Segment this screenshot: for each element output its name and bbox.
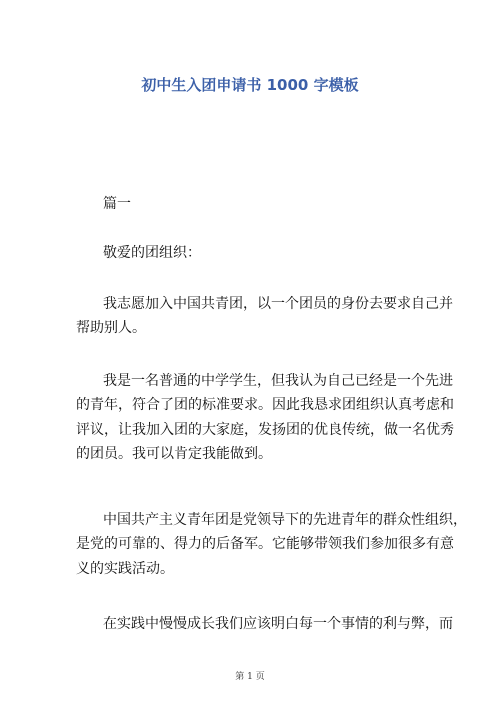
paragraph-line: 在实践中慢慢成长我们应该明白每一个事情的利与弊，而	[103, 616, 453, 632]
paragraph-4	[103, 612, 453, 636]
paragraph-line: 我志愿加入中国共青团，以一个团员的身份去要求自己并	[103, 296, 453, 312]
paragraph-line: 义的实践活动。	[76, 560, 174, 577]
paragraph-1	[76, 292, 453, 341]
paragraph-line: 我是一名普通的中学学生，但我认为自己已经是一个先进	[103, 373, 453, 389]
page-number: 第 1 页	[235, 672, 265, 682]
paragraph-2	[76, 369, 454, 467]
section-heading: 篇一	[103, 196, 131, 212]
paragraph-line: 评议，让我加入团的大家庭，发扬团的优良传统，做一名优秀	[76, 421, 454, 438]
salutation: 敬爱的团组织：	[103, 245, 201, 261]
paragraph-line: 的团员。我可以肯定我能做到。	[76, 446, 272, 463]
document-title: 初中生入团申请书 1000 字模板	[141, 76, 359, 94]
paragraph-line: 中国共产主义青年团是党领导下的先进青年的群众性组织，	[103, 512, 467, 528]
paragraph-line: 的青年，符合了团的标准要求。因此我恳求团组织认真考虑和	[76, 397, 454, 414]
paragraph-3	[76, 508, 467, 581]
paragraph-line: 帮助别人。	[76, 320, 146, 337]
paragraph-line: 是党的可靠的、得力的后备军。它能够带领我们参加很多有意	[76, 536, 454, 553]
